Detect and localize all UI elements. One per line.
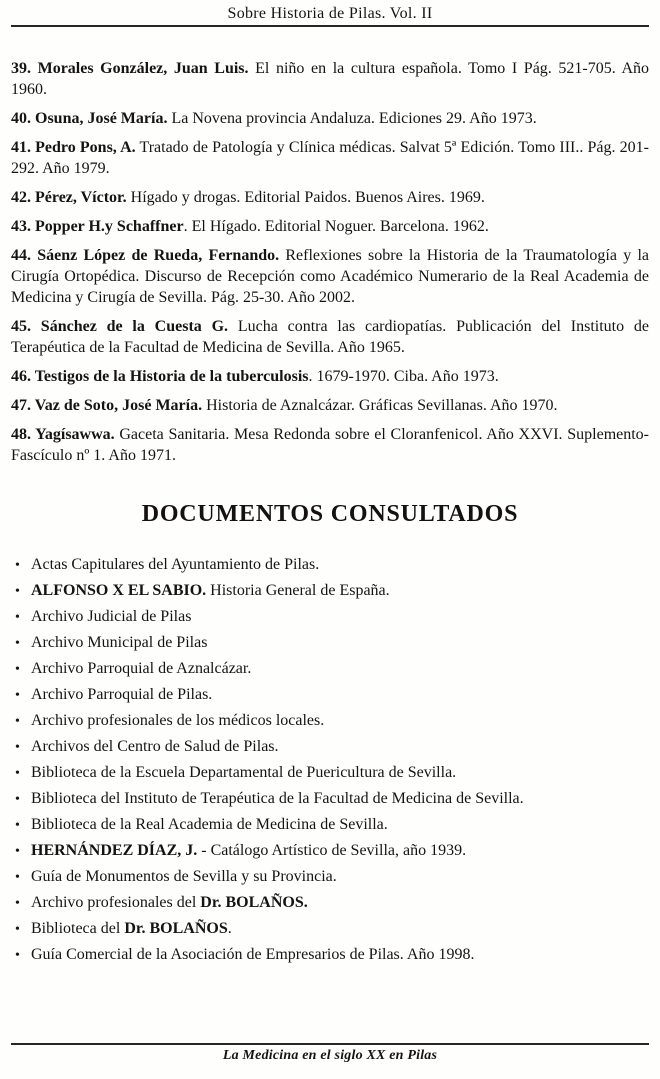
bullet-icon: • <box>15 610 20 625</box>
item-text: Archivo profesionales del <box>31 894 201 911</box>
item-bold-text: Dr. BOLAÑOS. <box>200 894 308 911</box>
entry-author: 44. Sáenz López de Rueda, Fernando. <box>11 247 280 264</box>
list-item <box>11 916 649 942</box>
list-item <box>11 734 649 760</box>
list-item <box>11 890 649 916</box>
bullet-icon: • <box>15 844 20 859</box>
list-item <box>11 864 649 890</box>
item-text: Archivo Municipal de Pilas <box>31 634 208 651</box>
list-item <box>11 578 649 604</box>
bullet-icon: • <box>15 558 20 573</box>
bullet-icon: • <box>15 662 20 677</box>
list-item <box>11 942 649 968</box>
list-item <box>11 552 649 578</box>
bullet-icon: • <box>15 922 20 937</box>
bullet-icon: • <box>15 740 20 755</box>
bullet-icon: • <box>15 714 20 729</box>
list-item <box>11 604 649 630</box>
bibliography-entry-42 <box>11 187 649 208</box>
entry-author: 45. Sánchez de la Cuesta G. <box>11 318 229 335</box>
entry-text: . El Hígado. Editorial Noguer. Barcelona. 1962. <box>183 218 489 235</box>
bibliography-entry-46 <box>11 366 649 387</box>
list-item <box>11 838 649 864</box>
item-text-post: . <box>227 920 232 937</box>
item-text: Biblioteca del Instituto de Terapéutica de la Facultad de Medicina de Sevilla. <box>31 790 524 807</box>
item-text-post: - Catálogo Artístico de Sevilla, año 1939. <box>197 842 467 859</box>
list-item <box>11 630 649 656</box>
entry-text: Hígado y drogas. Editorial Paidos. Buenos Aires. 1969. <box>126 189 485 206</box>
entry-text: Gaceta Sanitaria. Mesa Redonda sobre el Cloranfenicol. Año XXVI. Suplemento-Fascículo nº 1. Año 1971. <box>11 426 650 464</box>
item-text: Archivo Parroquial de Pilas. <box>31 686 213 703</box>
entry-author: 46. Testigos de la Historia de la tuberculosis <box>11 368 309 385</box>
bibliography-entry-45 <box>11 316 649 358</box>
header-rule <box>11 25 649 27</box>
bibliography-entry-47 <box>11 395 649 416</box>
item-text: Biblioteca de la Real Academia de Medicina de Sevilla. <box>31 816 388 833</box>
bibliography-entry-40 <box>11 108 649 129</box>
footer-title: La Medicina en el siglo XX en Pilas <box>222 1048 438 1063</box>
item-text: Biblioteca del <box>31 920 125 937</box>
entry-text: Tratado de Patología y Clínica médicas. Salvat 5ª Edición. Tomo III.. Pág. 201-292. Año 1979. <box>11 139 649 177</box>
entry-text: Lucha contra las cardiopatías. Publicación del Instituto de Terapéutica de la Facultad de Medicina de Sevilla. Año 1965. <box>11 318 650 356</box>
running-footer <box>11 1043 649 1064</box>
bibliography-list <box>11 58 649 466</box>
documents-list <box>11 552 649 968</box>
bibliography-entry-39 <box>11 58 649 100</box>
entry-author: 47. Vaz de Soto, José María. <box>11 397 203 414</box>
entry-text: Historia de Aznalcázar. Gráficas Sevillanas. Año 1970. <box>202 397 558 414</box>
entry-author: 40. Osuna, José María. <box>11 110 168 127</box>
running-header: Sobre Historia de Pilas. Vol. II <box>227 5 433 22</box>
item-text: Archivo Judicial de Pilas <box>31 608 192 625</box>
bullet-icon: • <box>15 766 20 781</box>
bullet-icon: • <box>15 948 20 963</box>
bibliography-entry-41 <box>11 137 649 179</box>
bullet-icon: • <box>15 870 20 885</box>
item-bold-text: Dr. BOLAÑOS <box>124 920 228 937</box>
section-title: DOCUMENTOS CONSULTADOS <box>141 501 519 527</box>
list-item <box>11 656 649 682</box>
list-item <box>11 786 649 812</box>
entry-author: 41. Pedro Pons, A. <box>11 139 136 156</box>
list-item <box>11 760 649 786</box>
item-bold-text: HERNÁNDEZ DÍAZ, J. <box>31 842 198 859</box>
bullet-icon: • <box>15 792 20 807</box>
item-text: Archivos del Centro de Salud de Pilas. <box>31 738 279 755</box>
bibliography-entry-43 <box>11 216 649 237</box>
entry-author: 42. Pérez, Víctor. <box>11 189 127 206</box>
entry-text: La Novena provincia Andaluza. Ediciones 29. Año 1973. <box>167 110 537 127</box>
bullet-icon: • <box>15 818 20 833</box>
item-text: Biblioteca de la Escuela Departamental de Puericultura de Sevilla. <box>31 764 457 781</box>
list-item <box>11 812 649 838</box>
list-item <box>11 682 649 708</box>
item-text: Actas Capitulares del Ayuntamiento de Pilas. <box>31 556 320 573</box>
item-text: Guía de Monumentos de Sevilla y su Provincia. <box>31 868 337 885</box>
item-text-post: Historia General de España. <box>206 582 390 599</box>
entry-text: . 1679-1970. Ciba. Año 1973. <box>308 368 499 385</box>
entry-author: 39. Morales González, Juan Luis. <box>11 60 249 77</box>
bibliography-entry-48 <box>11 424 649 466</box>
bullet-icon: • <box>15 636 20 651</box>
bullet-icon: • <box>15 584 20 599</box>
bullet-icon: • <box>15 688 20 703</box>
item-text: Guía Comercial de la Asociación de Empresarios de Pilas. Año 1998. <box>31 946 475 963</box>
entry-author: 43. Popper H.y Schaffner <box>11 218 184 235</box>
item-text: Archivo Parroquial de Aznalcázar. <box>31 660 252 677</box>
entry-text: El niño en la cultura española. Tomo I Pág. 521-705. Año 1960. <box>11 60 650 98</box>
list-item <box>11 708 649 734</box>
item-bold-text: ALFONSO X EL SABIO. <box>31 582 207 599</box>
bullet-icon: • <box>15 896 20 911</box>
item-text: Archivo profesionales de los médicos locales. <box>31 712 325 729</box>
entry-text: Reflexiones sobre la Historia de la Traumatología y la Cirugía Ortopédica. Discurso de Recepción como Académico Numerario de la Real Academia de Medicina y Cirugía de Sevilla. Pág. 25-30. Año 2002. <box>11 247 649 306</box>
entry-author: 48. Yagísawwa. <box>11 426 115 443</box>
bibliography-entry-44 <box>11 245 649 308</box>
